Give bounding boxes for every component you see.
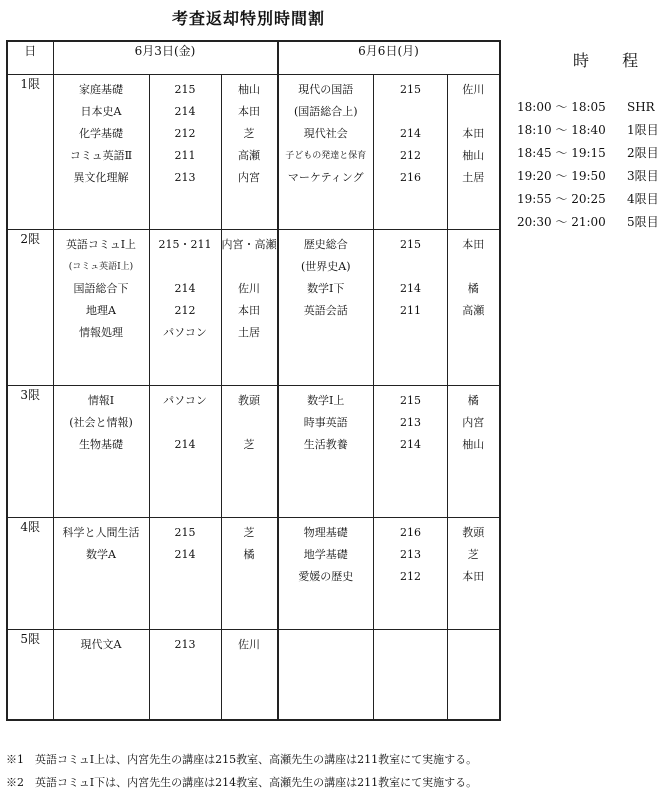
room-text: 213 [174,638,196,651]
subject-text: 英語会話 [303,304,348,317]
time-schedule-heading: 時 程 [573,51,653,70]
teacher-text: 橘 [467,394,479,407]
subject-text: 情報Ⅰ [87,394,115,407]
subject-text: 時事英語 [303,416,348,429]
subject-text: 現代社会 [303,127,348,140]
time-range: 19:20 ～ 19:50 [517,169,606,183]
teacher-text [448,101,499,123]
room-text: パソコン [163,394,207,407]
room-text [374,256,447,278]
teacher-text: 柚山 [238,83,260,96]
time-row [517,96,659,119]
time-label: 2限目 [627,146,659,160]
subject-text: 数学A [86,548,116,561]
room-text: 212 [400,570,421,583]
teacher-text: 内宮 [462,416,485,429]
subject-text: 歴史総合 [303,238,348,251]
teacher-text: 橘 [243,548,255,561]
subject-text: 生活教養 [303,438,348,451]
header-row [7,41,500,75]
room-text: 215 [174,526,196,539]
room-text: 216 [400,171,421,184]
room-text: 214 [400,282,421,295]
day2-subject-cell [278,518,374,630]
subject-text: 数学Ⅰ下 [307,282,345,295]
room-text: 215 [174,83,196,96]
day2-room-cell [374,386,448,518]
time-row [517,211,659,234]
teacher-text: 土居 [238,326,260,339]
day1-room-cell [149,230,221,386]
date-header-1: 6月3日(金) [53,41,278,75]
footnote-1: ※1 英語コミュⅠ上は、内宮先生の講座は215教室、高瀬先生の講座は211教室にて実施する。 [6,753,478,766]
subject-text: 数学Ⅰ上 [307,394,345,407]
schedule-table [6,40,501,721]
day2-room-cell [374,230,448,386]
day1-teacher-cell [221,518,278,630]
room-text: 213 [400,548,421,561]
day1-room-cell [149,630,221,720]
room-text: 213 [400,416,421,429]
time-row [517,165,659,188]
day1-subject-cell [53,386,149,518]
day2-room-cell [374,75,448,230]
day2-subject-cell [278,630,374,720]
day1-teacher-cell [221,386,278,518]
day1-subject-cell [53,630,149,720]
day2-subject-cell [278,386,374,518]
subject-text: 科学と人間生活 [62,526,140,539]
time-range: 20:30 ～ 21:00 [517,215,606,229]
room-text: パソコン [163,326,207,339]
day2-teacher-cell [448,386,500,518]
room-text: 215 [400,238,421,251]
subject-text: (社会と情報) [69,416,133,429]
room-text: 212 [174,304,196,317]
period-row [7,518,500,630]
footnote-2: ※2 英語コミュⅠ下は、内宮先生の講座は214教室、高瀬先生の講座は211教室にて実施する。 [6,776,478,789]
subject-text: 子どもの発達と保育 [285,151,367,161]
page-title: 考査返却特別時間割 [172,9,326,28]
room-text: 216 [400,526,421,539]
teacher-text: 教頭 [462,526,485,539]
subject-text: 日本史A [80,105,122,118]
day2-teacher-cell [448,230,500,386]
day1-room-cell [149,75,221,230]
teacher-text: 芝 [243,127,255,140]
period-label: 1限 [7,75,53,230]
room-text: 214 [400,127,421,140]
room-text: 215 [400,394,421,407]
day-header: 日 [7,41,53,75]
time-label: 4限目 [627,192,659,206]
teacher-text: 内宮・高瀬 [221,238,277,251]
time-schedule [517,48,659,234]
room-text: 214 [174,105,196,118]
time-range: 19:55 ～ 20:25 [517,192,606,206]
teacher-text: 柚山 [462,149,485,162]
time-label: 1限目 [627,123,659,137]
subject-text: 地理A [86,304,116,317]
room-text: 214 [174,282,196,295]
period-row [7,230,500,386]
room-text: 212 [174,127,196,140]
time-label: SHR [627,100,655,114]
subject-text: コミュ英語Ⅱ [69,149,133,162]
subject-text: 国語総合下 [73,282,129,295]
teacher-text: 土居 [462,171,485,184]
teacher-text: 佐川 [238,638,260,651]
teacher-text: 芝 [243,438,255,451]
day1-teacher-cell [221,75,278,230]
teacher-text: 橘 [467,282,479,295]
day1-subject-cell [53,75,149,230]
day1-subject-cell [53,518,149,630]
subject-text: 異文化理解 [73,171,129,184]
period-label: 3限 [7,386,53,518]
subject-text: 現代文A [80,638,122,651]
date-header-2: 6月6日(月) [278,41,500,75]
room-text [150,412,221,434]
teacher-text: 佐川 [238,282,260,295]
room-text [374,101,447,123]
subject-text: 家庭基礎 [79,83,123,96]
subject-text: (コミュ英語Ⅰ上) [68,262,134,272]
room-text: 215・211 [158,238,212,251]
teacher-text: 芝 [467,548,479,561]
room-text: 212 [400,149,421,162]
day1-room-cell [149,518,221,630]
time-range: 18:00 ～ 18:05 [517,100,606,114]
teacher-text: 高瀬 [238,149,260,162]
room-text: 215 [400,83,421,96]
teacher-text: 高瀬 [462,304,485,317]
subject-text: 愛媛の歴史 [298,570,354,583]
room-text: 211 [174,149,196,162]
room-text: 213 [174,171,196,184]
subject-text: 英語コミュⅠ上 [65,238,137,251]
day2-room-cell [374,630,448,720]
subject-text: (国語総合上) [293,105,358,118]
teacher-text: 佐川 [462,83,485,96]
teacher-text: 教頭 [238,394,260,407]
room-text: 211 [400,304,421,317]
day2-teacher-cell [448,75,500,230]
room-text [150,256,221,278]
teacher-text [222,412,277,434]
time-label: 5限目 [627,215,659,229]
day2-room-cell [374,518,448,630]
room-text: 214 [400,438,421,451]
period-label: 4限 [7,518,53,630]
subject-text: 生物基礎 [79,438,123,451]
day1-room-cell [149,386,221,518]
teacher-text: 本田 [462,570,485,583]
subject-text: マーケティング [287,171,364,184]
time-label: 3限目 [627,169,659,183]
time-row [517,119,659,142]
period-row [7,386,500,518]
teacher-text: 本田 [238,105,260,118]
period-row [7,630,500,720]
subject-text: 現代の国語 [298,83,354,96]
subject-text: 物理基礎 [303,526,348,539]
period-label: 5限 [7,630,53,720]
teacher-text: 本田 [238,304,260,317]
period-row [7,75,500,230]
time-range: 18:10 ～ 18:40 [517,123,606,137]
time-row [517,142,659,165]
footnotes [6,748,477,794]
room-text: 214 [174,438,196,451]
day2-subject-cell [278,230,374,386]
day1-teacher-cell [221,630,278,720]
day1-teacher-cell [221,230,278,386]
subject-text: (世界史A) [300,260,351,273]
teacher-text: 本田 [462,127,485,140]
day2-teacher-cell [448,630,500,720]
teacher-text: 内宮 [238,171,260,184]
subject-text: 地学基礎 [303,548,348,561]
period-label: 2限 [7,230,53,386]
day2-teacher-cell [448,518,500,630]
subject-text: 化学基礎 [79,127,123,140]
time-range: 18:45 ～ 19:15 [517,146,606,160]
teacher-text: 本田 [462,238,485,251]
time-row [517,188,659,211]
day1-subject-cell [53,230,149,386]
teacher-text: 芝 [243,526,255,539]
subject-text: 情報処理 [79,326,123,339]
teacher-text: 柚山 [462,438,485,451]
teacher-text [222,256,277,278]
room-text: 214 [174,548,196,561]
teacher-text [448,256,499,278]
day2-subject-cell [278,75,374,230]
